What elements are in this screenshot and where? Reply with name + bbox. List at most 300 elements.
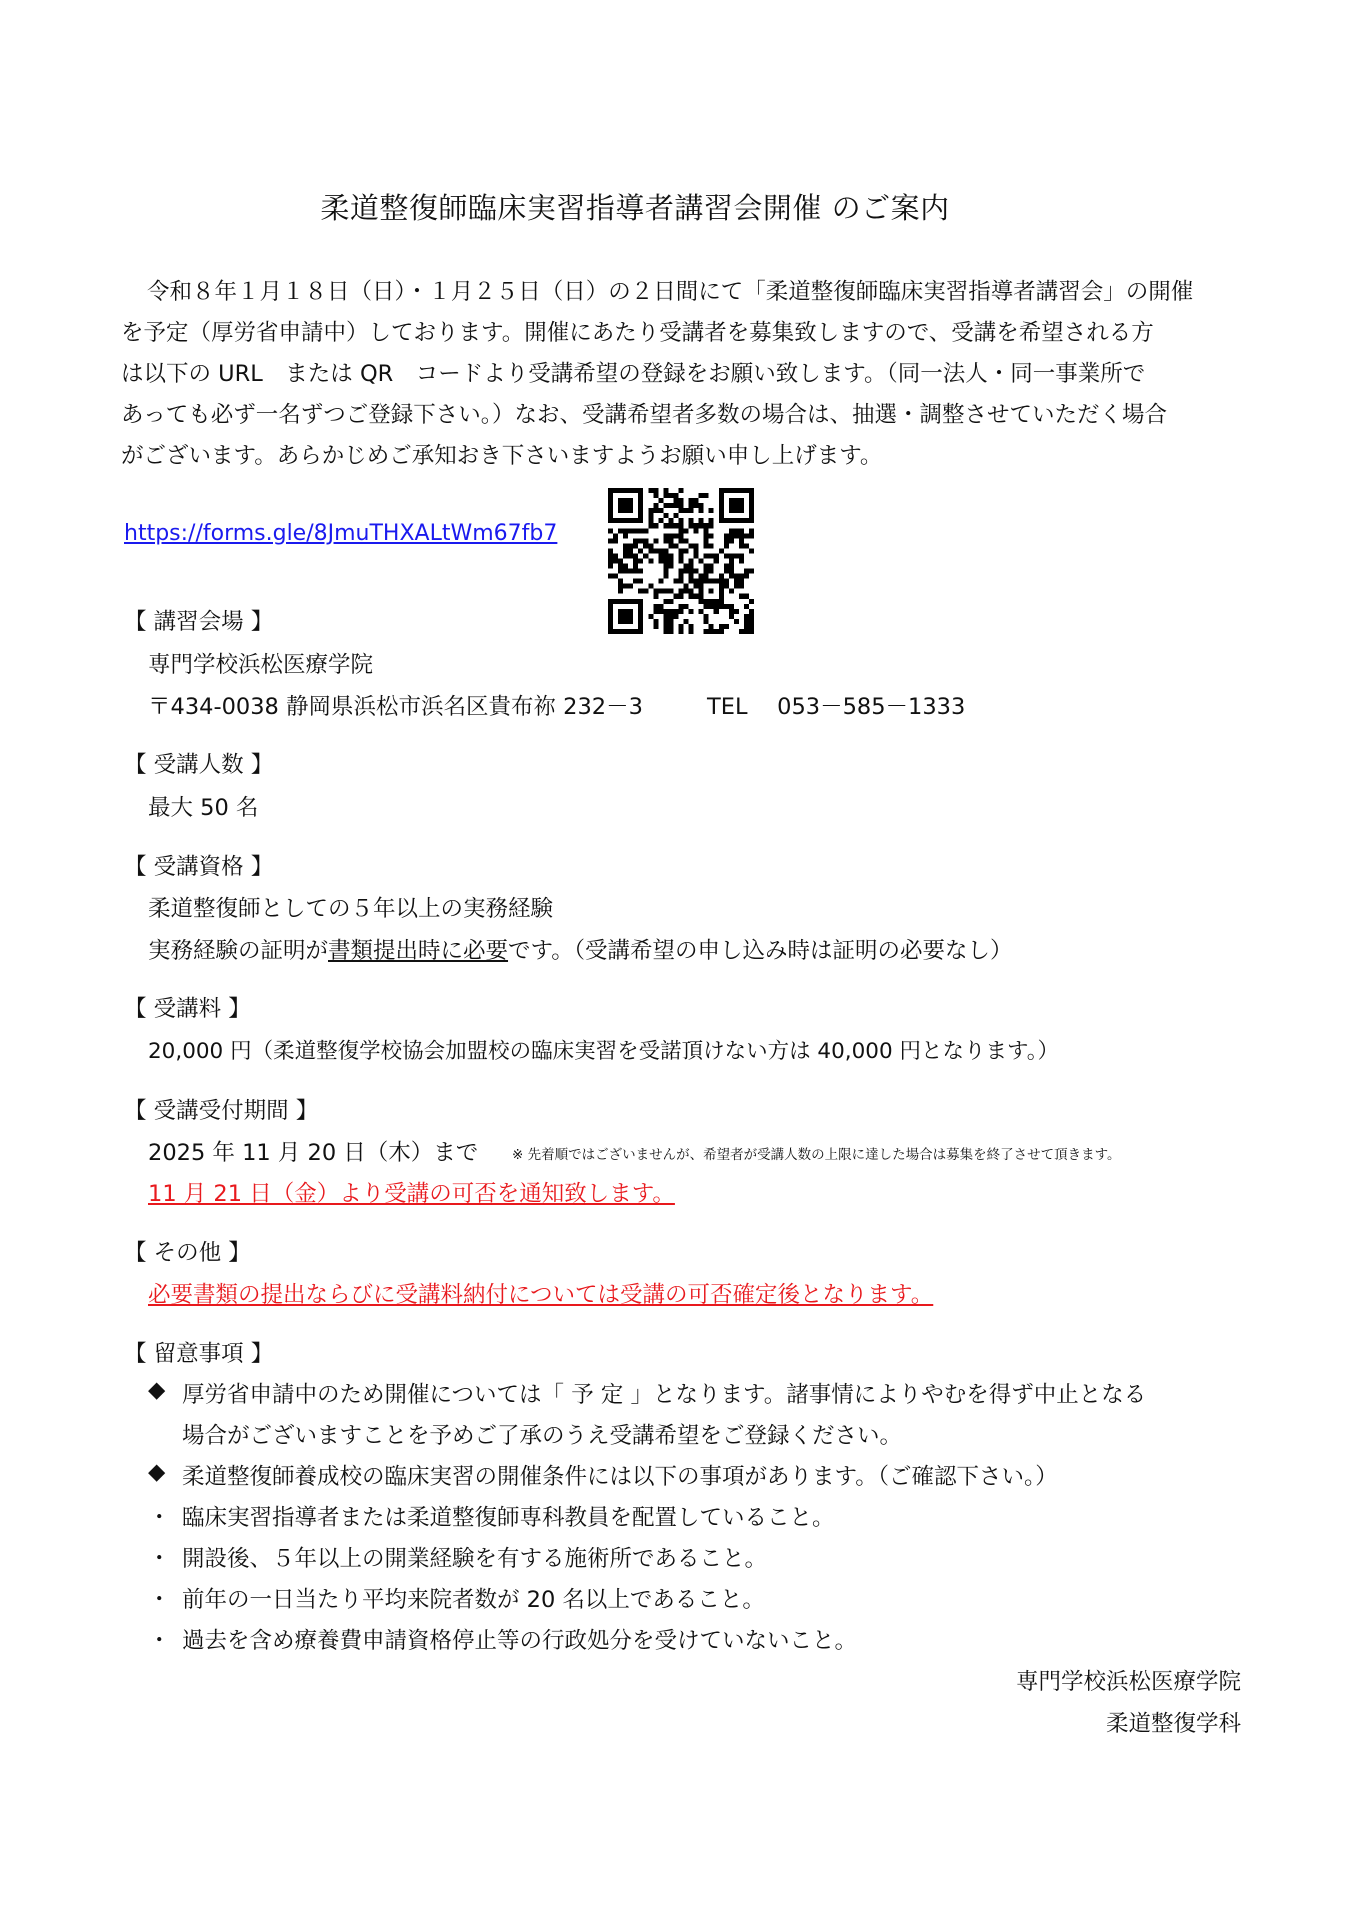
qr-module <box>689 543 694 548</box>
notes-bullet-4: 過去を含め療養費申請資格停止等の行政処分を受けていないこと。 <box>182 1628 858 1654</box>
qr-module <box>699 503 704 508</box>
qr-module <box>734 619 739 624</box>
intro-line: 令和８年１月１８日（日）・１月２５日（日）の２日間にて「柔道整復師臨床実習指導者講習会」の開催 <box>147 279 1194 305</box>
qr-module <box>734 574 739 579</box>
period-notify: 11 月 21 日（金）より受講の可否を通知致します。 <box>148 1181 675 1207</box>
qr-module <box>704 574 709 579</box>
qr-module <box>608 488 613 493</box>
qr-module <box>719 629 724 634</box>
qr-module <box>709 604 714 609</box>
qr-module <box>689 629 694 634</box>
qr-module <box>648 548 653 553</box>
qr-module <box>623 543 628 548</box>
qr-module <box>689 564 694 569</box>
qr-module <box>623 528 628 533</box>
qr-module <box>739 553 744 558</box>
qr-module <box>749 609 754 614</box>
qr-module <box>613 574 618 579</box>
qr-module <box>704 543 709 548</box>
qr-module <box>694 569 699 574</box>
qr-module <box>694 553 699 558</box>
qr-module <box>744 574 749 579</box>
qr-module <box>684 619 689 624</box>
qr-module <box>729 569 734 574</box>
qr-module <box>694 528 699 533</box>
qr-module <box>678 553 683 558</box>
qr-module <box>608 518 613 523</box>
qr-module <box>633 488 638 493</box>
qr-module <box>613 518 618 523</box>
qr-module <box>678 518 683 523</box>
qr-module <box>749 488 754 493</box>
qr-module <box>714 609 719 614</box>
qr-module <box>678 523 683 528</box>
qr-module <box>628 518 633 523</box>
qr-module <box>689 609 694 614</box>
qr-module <box>684 508 689 513</box>
qr-module <box>663 574 668 579</box>
qr-module <box>658 589 663 594</box>
qr-module <box>633 579 638 584</box>
qr-module <box>668 553 673 558</box>
qr-module <box>744 543 749 548</box>
qr-module <box>628 569 633 574</box>
qr-module <box>653 503 658 508</box>
qr-module <box>608 619 613 624</box>
qr-module <box>744 624 749 629</box>
qr-module <box>643 589 648 594</box>
qr-module <box>678 629 683 634</box>
qr-module <box>724 533 729 538</box>
qr-module <box>633 528 638 533</box>
other-value: 必要書類の提出ならびに受講料納付については受講の可否確定後となります。 <box>148 1282 934 1308</box>
qr-module <box>724 518 729 523</box>
qr-module <box>729 574 734 579</box>
qr-module <box>678 574 683 579</box>
qr-code[interactable] <box>608 488 754 634</box>
notes-bullet-1: 臨床実習指導者または柔道整復師専科教員を配置していること。 <box>182 1505 835 1531</box>
qr-module <box>663 569 668 574</box>
qr-module <box>734 533 739 538</box>
qr-module <box>704 579 709 584</box>
qr-module <box>729 503 734 508</box>
qr-module <box>618 498 623 503</box>
qr-module <box>623 488 628 493</box>
qr-module <box>628 498 633 503</box>
qr-module <box>704 604 709 609</box>
qr-module <box>744 629 749 634</box>
qr-module <box>623 533 628 538</box>
qr-module <box>663 548 668 553</box>
qr-module <box>689 579 694 584</box>
qr-module <box>613 558 618 563</box>
qr-module <box>673 533 678 538</box>
qr-module <box>663 609 668 614</box>
qr-module <box>729 609 734 614</box>
signature-department: 柔道整復学科 <box>1105 1711 1241 1737</box>
qr-module <box>638 503 643 508</box>
qr-module <box>709 579 714 584</box>
qr-module <box>724 488 729 493</box>
qr-module <box>684 589 689 594</box>
qr-module <box>643 543 648 548</box>
qr-module <box>628 629 633 634</box>
qr-module <box>663 564 668 569</box>
fee-value: 20,000 円（柔道整復学校協会加盟校の臨床実習を受諾頂けない方は 40,000 円となります。） <box>148 1039 1059 1064</box>
qualification-experience: 柔道整復師としての５年以上の実務経験 <box>148 896 554 922</box>
qr-module <box>749 629 754 634</box>
qr-module <box>633 538 638 543</box>
qr-module <box>658 604 663 609</box>
qr-module <box>689 594 694 599</box>
qr-module <box>719 579 724 584</box>
qr-module <box>633 553 638 558</box>
qr-module <box>653 508 658 513</box>
qr-module <box>694 543 699 548</box>
qr-module <box>689 589 694 594</box>
qr-module <box>704 493 709 498</box>
venue-name: 専門学校浜松医療学院 <box>148 652 374 678</box>
qr-module <box>623 548 628 553</box>
qr-module <box>658 508 663 513</box>
qr-module <box>668 589 673 594</box>
qr-module <box>744 569 749 574</box>
qr-module <box>719 594 724 599</box>
qr-module <box>608 614 613 619</box>
qr-module <box>618 528 623 533</box>
qr-module <box>668 503 673 508</box>
qr-module <box>663 538 668 543</box>
intro-paragraph <box>123 272 1243 477</box>
qr-module <box>719 599 724 604</box>
intro-line: あっても必ず一名ずつご登録下さい。）なお、受講希望者多数の場合は、抽選・調整させていただく場合 <box>121 402 1168 428</box>
qr-module <box>633 518 638 523</box>
qr-module <box>684 584 689 589</box>
qr-module <box>658 579 663 584</box>
qr-module <box>749 508 754 513</box>
qr-module <box>704 619 709 624</box>
qr-module <box>673 493 678 498</box>
notes-item-2: 柔道整復師養成校の臨床実習の開催条件には以下の事項があります。（ご確認下さい。） <box>182 1464 1058 1490</box>
qr-module <box>633 629 638 634</box>
qr-module <box>704 599 709 604</box>
qr-module <box>663 614 668 619</box>
qr-module <box>648 543 653 548</box>
signature-school: 専門学校浜松医療学院 <box>1015 1669 1241 1695</box>
qr-module <box>668 564 673 569</box>
qr-module <box>628 528 633 533</box>
venue-address: 〒434-0038 静岡県浜松市浜名区貴布祢 232－3 <box>148 694 643 720</box>
qr-module <box>709 523 714 528</box>
qr-module <box>709 589 714 594</box>
qr-module <box>744 614 749 619</box>
qr-module <box>709 518 714 523</box>
qr-module <box>724 564 729 569</box>
qr-module <box>749 569 754 574</box>
qr-module <box>663 629 668 634</box>
qr-module <box>613 599 618 604</box>
qr-module <box>653 523 658 528</box>
qr-module <box>689 518 694 523</box>
qr-module <box>739 574 744 579</box>
diamond-icon: ◆ <box>148 1377 166 1403</box>
qr-module <box>623 629 628 634</box>
qr-module <box>699 508 704 513</box>
qr-module <box>608 604 613 609</box>
qr-module <box>673 609 678 614</box>
qr-module <box>719 548 724 553</box>
qr-module <box>684 528 689 533</box>
bullet-icon: ・ <box>148 1587 171 1613</box>
qr-module <box>729 614 734 619</box>
qr-module <box>729 498 734 503</box>
qr-module <box>628 488 633 493</box>
qr-module <box>689 523 694 528</box>
qr-module <box>734 498 739 503</box>
qr-module <box>638 624 643 629</box>
qr-module <box>744 488 749 493</box>
qr-module <box>709 599 714 604</box>
intro-line: がございます。あらかじめご承知おき下さいますようお願い申し上げます。 <box>121 443 883 469</box>
qr-module <box>678 569 683 574</box>
qr-module <box>658 553 663 558</box>
qr-module <box>714 599 719 604</box>
qr-module <box>739 594 744 599</box>
period-heading: 【 受講受付期間 】 <box>124 1098 319 1124</box>
qr-module <box>653 624 658 629</box>
qr-module <box>618 488 623 493</box>
qr-module <box>719 624 724 629</box>
qr-module <box>729 488 734 493</box>
qr-module <box>684 604 689 609</box>
qr-module <box>648 558 653 563</box>
qr-module <box>658 609 663 614</box>
qr-module <box>638 614 643 619</box>
qr-module <box>628 619 633 624</box>
qr-module <box>724 584 729 589</box>
qr-module <box>724 579 729 584</box>
qr-module <box>648 513 653 518</box>
qr-module <box>673 543 678 548</box>
qr-module <box>699 579 704 584</box>
qr-module <box>694 523 699 528</box>
qr-module <box>638 518 643 523</box>
qr-module <box>638 589 643 594</box>
qr-module <box>699 589 704 594</box>
qr-module <box>678 498 683 503</box>
qr-module <box>744 533 749 538</box>
qr-module <box>653 604 658 609</box>
qr-module <box>663 624 668 629</box>
qr-module <box>719 518 724 523</box>
qr-module <box>653 619 658 624</box>
qr-module <box>608 493 613 498</box>
qr-module <box>714 604 719 609</box>
qr-module <box>709 564 714 569</box>
bullet-icon: ・ <box>148 1505 171 1531</box>
qr-module <box>643 538 648 543</box>
qr-module <box>668 619 673 624</box>
qr-module <box>618 503 623 508</box>
qr-module <box>608 503 613 508</box>
qr-module <box>608 599 613 604</box>
qualification-proof <box>148 933 1012 965</box>
qr-module <box>663 553 668 558</box>
qr-module <box>724 569 729 574</box>
qr-module <box>673 513 678 518</box>
qr-module <box>684 564 689 569</box>
qr-module <box>729 528 734 533</box>
qr-module <box>729 564 734 569</box>
qr-module <box>633 543 638 548</box>
qr-module <box>678 624 683 629</box>
qr-module <box>689 558 694 563</box>
qr-module <box>638 579 643 584</box>
venue-tel: TEL 053－585－1333 <box>707 694 966 720</box>
qr-module <box>739 528 744 533</box>
qr-module <box>729 604 734 609</box>
bullet-icon: ・ <box>148 1628 171 1654</box>
qr-module <box>653 594 658 599</box>
qr-module <box>628 553 633 558</box>
qr-module <box>729 538 734 543</box>
qr-module <box>678 558 683 563</box>
qr-module <box>678 609 683 614</box>
qr-module <box>678 538 683 543</box>
bullet-icon: ・ <box>148 1546 171 1572</box>
qr-module <box>613 538 618 543</box>
qr-module <box>638 599 643 604</box>
qr-module <box>678 579 683 584</box>
qr-module <box>663 589 668 594</box>
qr-module <box>658 548 663 553</box>
qr-module <box>744 604 749 609</box>
qr-module <box>658 498 663 503</box>
qr-module <box>653 548 658 553</box>
qualification-proof-emphasis: 書類提出時に必要 <box>328 938 509 964</box>
qr-module <box>729 518 734 523</box>
qr-module <box>719 493 724 498</box>
qualification-proof-post: です。（受講希望の申し込み時は証明の必要なし） <box>508 938 1013 964</box>
qr-module <box>734 488 739 493</box>
qr-module <box>618 614 623 619</box>
qr-module <box>613 553 618 558</box>
qr-module <box>608 528 613 533</box>
qr-module <box>608 574 613 579</box>
qr-module <box>608 624 613 629</box>
qr-module <box>714 553 719 558</box>
qr-module <box>749 528 754 533</box>
qr-module <box>749 518 754 523</box>
qr-module <box>628 599 633 604</box>
qr-module <box>729 508 734 513</box>
qr-module <box>699 594 704 599</box>
qr-module <box>608 498 613 503</box>
qr-module <box>678 488 683 493</box>
qr-module <box>663 503 668 508</box>
qr-module <box>678 594 683 599</box>
qr-module <box>653 538 658 543</box>
qualification-heading: 【 受講資格 】 <box>124 854 274 880</box>
qr-module <box>613 629 618 634</box>
registration-form-link[interactable]: https://forms.gle/8JmuTHXALtWm67fb7 <box>124 521 558 546</box>
qr-module <box>653 488 658 493</box>
qr-module <box>724 624 729 629</box>
qr-module <box>714 629 719 634</box>
qr-module <box>638 629 643 634</box>
qr-module <box>739 533 744 538</box>
fee-heading: 【 受講料 】 <box>124 996 251 1022</box>
qr-module <box>704 629 709 634</box>
qr-module <box>739 543 744 548</box>
diamond-icon: ◆ <box>148 1459 166 1485</box>
qr-module <box>638 488 643 493</box>
qr-module <box>673 614 678 619</box>
qr-module <box>714 558 719 563</box>
qr-module <box>673 523 678 528</box>
qr-module <box>608 513 613 518</box>
qr-module <box>694 579 699 584</box>
qr-module <box>684 569 689 574</box>
qr-module <box>739 503 744 508</box>
qr-module <box>623 564 628 569</box>
qr-module <box>709 533 714 538</box>
qr-module <box>648 518 653 523</box>
capacity-heading: 【 受講人数 】 <box>124 752 274 778</box>
qr-module <box>638 569 643 574</box>
qr-module <box>618 558 623 563</box>
qr-module <box>749 513 754 518</box>
qr-module <box>689 498 694 503</box>
qr-module <box>673 579 678 584</box>
qr-module <box>663 488 668 493</box>
qr-module <box>638 513 643 518</box>
qr-module <box>638 619 643 624</box>
qr-module <box>633 569 638 574</box>
qr-module <box>699 523 704 528</box>
qr-module <box>709 553 714 558</box>
qr-module <box>699 609 704 614</box>
qr-module <box>633 558 638 563</box>
qr-module <box>623 584 628 589</box>
other-heading: 【 その他 】 <box>124 1240 251 1266</box>
qr-module <box>719 604 724 609</box>
notes-item-1a: 厚労省申請中のため開催については「 予 定 」となります。諸事情によりやむを得ず中止となる <box>182 1382 1147 1408</box>
qr-module <box>628 614 633 619</box>
qr-module <box>689 503 694 508</box>
qr-module <box>653 609 658 614</box>
qr-module <box>668 533 673 538</box>
qr-module <box>643 553 648 558</box>
qr-module <box>623 614 628 619</box>
qr-module <box>734 518 739 523</box>
qr-module <box>613 533 618 538</box>
qr-module <box>749 619 754 624</box>
qr-module <box>689 624 694 629</box>
qr-module <box>694 594 699 599</box>
qr-module <box>618 564 623 569</box>
qr-module <box>618 584 623 589</box>
qr-module <box>704 569 709 574</box>
qr-module <box>739 584 744 589</box>
qr-module <box>648 488 653 493</box>
qr-module <box>668 614 673 619</box>
qr-module <box>668 538 673 543</box>
qr-module <box>633 599 638 604</box>
qr-module <box>623 569 628 574</box>
qr-module <box>623 498 628 503</box>
qr-module <box>719 498 724 503</box>
